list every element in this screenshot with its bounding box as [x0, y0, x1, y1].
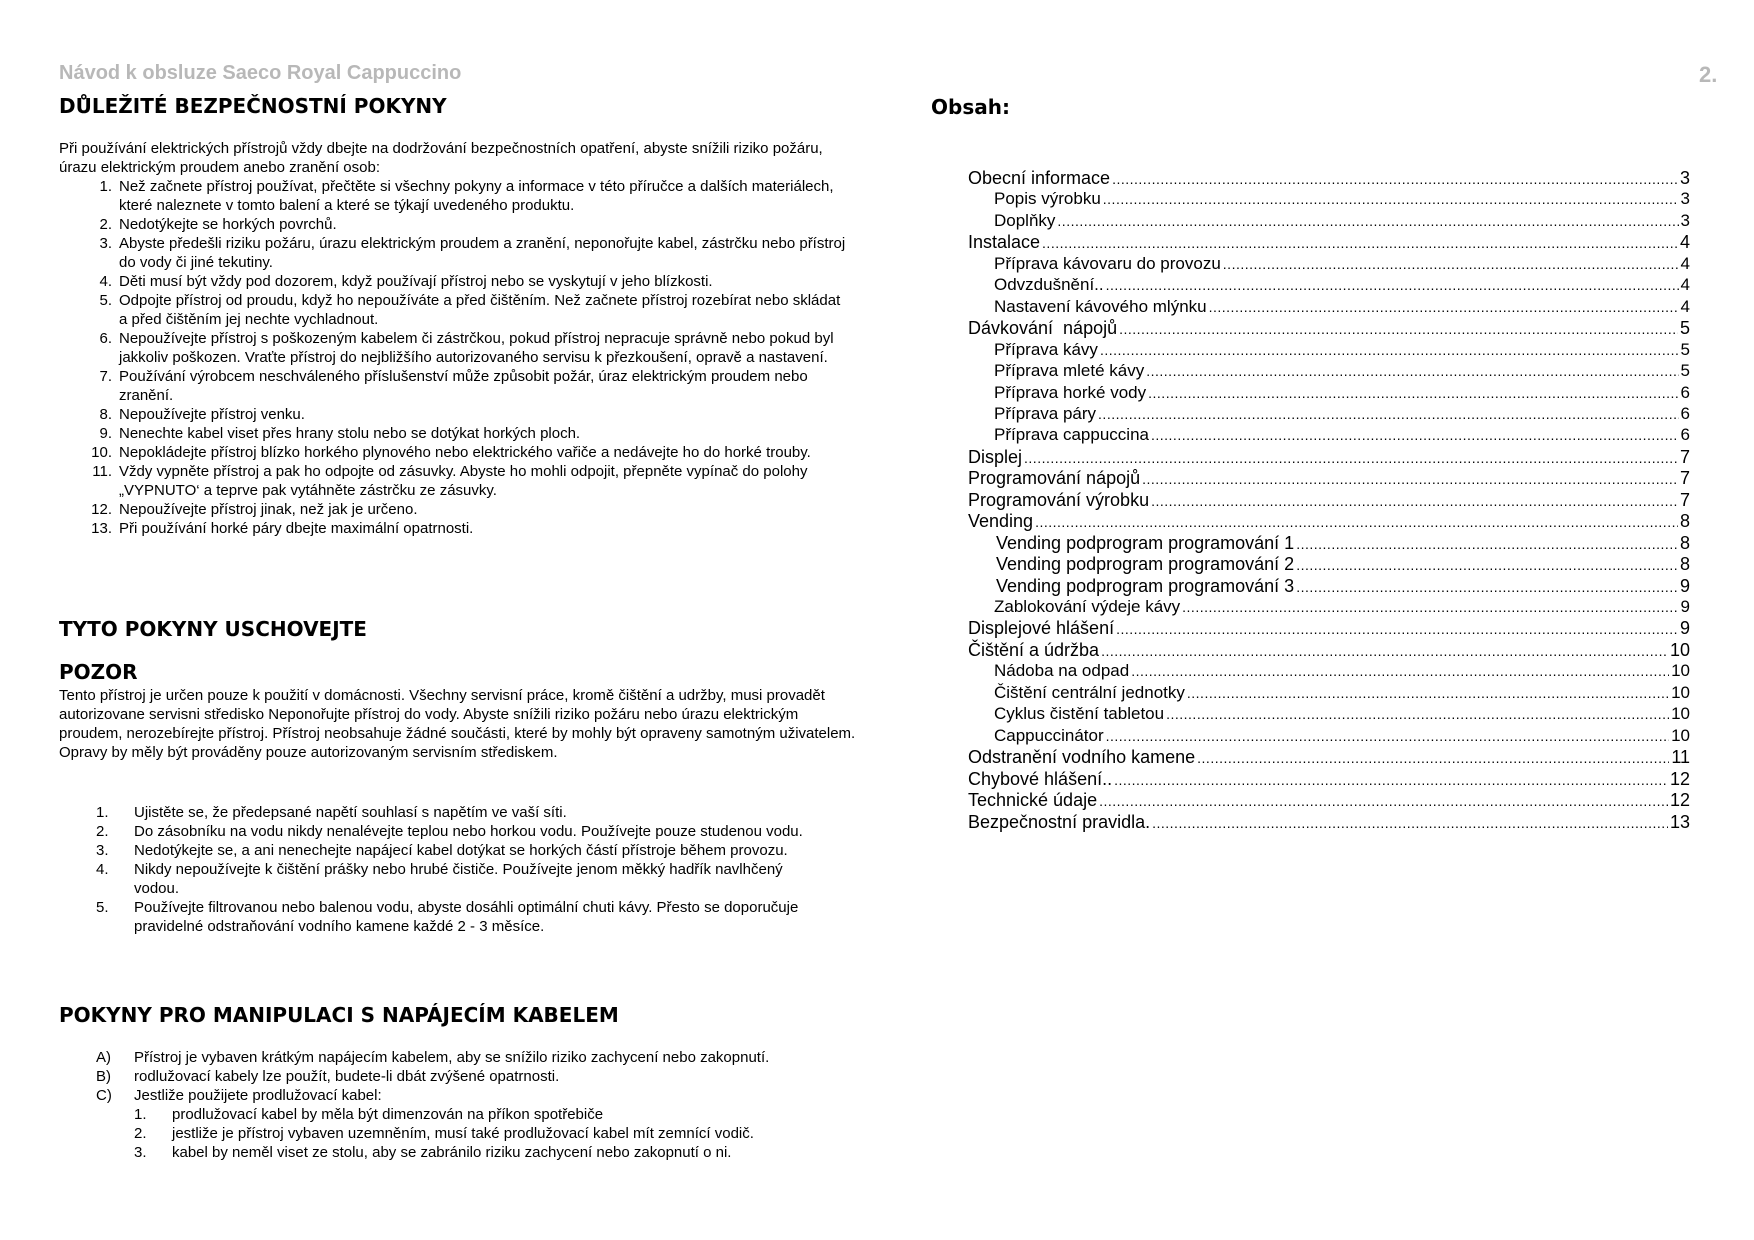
list-number: A)	[96, 1049, 111, 1066]
toc-leader	[1116, 621, 1678, 637]
toc-page: 8	[1679, 511, 1690, 532]
list-text: Nepoužívejte přístroj s poškozeným kabelem či zástrčkou, pokud přístroj nepracuje správně nebo pokud byl jakkoliv poškozen. Vraťte přístroj do nejbližšího autorizovaného servisu k přezkoušení, opravě a nastavení.	[119, 330, 834, 366]
toc-leader	[1151, 427, 1679, 443]
toc-entry	[968, 618, 1690, 642]
toc-entry	[968, 812, 1690, 836]
safety-item	[88, 405, 848, 424]
toc-label: Odvzdušnění..	[994, 275, 1104, 295]
toc-leader	[1166, 706, 1669, 722]
toc-page: 5	[1680, 339, 1690, 359]
safety-item	[88, 500, 848, 519]
toc-page: 6	[1680, 425, 1690, 445]
safety-item	[88, 462, 848, 500]
toc-label: Programování výrobku	[968, 489, 1150, 510]
toc-leader	[1296, 557, 1678, 573]
toc-entry	[994, 189, 1690, 213]
safety-item	[88, 291, 848, 329]
toc-label: Příprava mleté kávy	[994, 361, 1145, 381]
toc-label: Čištění a údržba	[968, 639, 1100, 660]
toc-label: Displejové hlášení	[968, 618, 1115, 639]
list-text: kabel by neměl viset ze stolu, aby se zabránilo riziku zachycení nebo zakopnutí o ni.	[172, 1144, 732, 1161]
toc-page: 10	[1671, 725, 1690, 745]
list-text: Nenechte kabel viset přes hrany stolu nebo se dotýkat horkých ploch.	[119, 425, 581, 442]
pozor-item	[96, 898, 826, 936]
toc-page: 12	[1669, 768, 1690, 789]
toc-entry	[996, 576, 1690, 600]
list-text: Při používání horké páry dbejte maximální opatrnosti.	[119, 520, 474, 537]
toc-label: Instalace	[968, 232, 1041, 253]
list-text: Do zásobníku na vodu nikdy nenalévejte teplou nebo horkou vodu. Používejte pouze studenou vodu.	[134, 823, 803, 840]
toc-page: 4	[1680, 253, 1690, 273]
safety-intro: Při používání elektrických přístrojů vždy dbejte na dodržování bezpečnostních opatření, abyste snížili riziko požáru, úrazu elektrickým proudem anebo zranění osob:	[59, 140, 823, 176]
safety-list	[88, 177, 848, 538]
toc-entry	[994, 340, 1690, 364]
toc-leader	[1187, 685, 1669, 701]
toc-page: 3	[1680, 189, 1690, 209]
toc-leader	[1098, 406, 1678, 422]
safety-item	[88, 215, 848, 234]
toc-entry	[994, 597, 1690, 621]
safety-item	[88, 177, 848, 215]
toc-entry	[994, 211, 1690, 235]
list-number: 9.	[99, 425, 112, 442]
toc-leader	[1151, 493, 1678, 509]
toc-leader	[1148, 385, 1678, 401]
toc-label: Bezpečnostní pravidla.	[968, 811, 1151, 832]
list-text: prodlužovací kabel by měla být dimenzován na příkon spotřebiče	[172, 1106, 604, 1123]
list-number: 7.	[99, 368, 112, 385]
toc-label: Příprava páry	[994, 403, 1097, 423]
toc-entry	[968, 769, 1690, 793]
toc-entry	[994, 275, 1690, 299]
toc-page: 7	[1679, 468, 1690, 489]
toc-leader	[1142, 471, 1678, 487]
cable-sublist	[134, 1105, 834, 1162]
toc-page: 7	[1679, 489, 1690, 510]
toc-label: Doplňky	[994, 210, 1056, 230]
list-text: Odpojte přístroj od proudu, když ho nepoužíváte a před čištěním. Než začnete přístroj rozebírat nebo skládat a před čištěním jej nechte vychladnout.	[119, 292, 841, 328]
toc-label: Příprava kávovaru do provozu	[994, 253, 1221, 273]
toc-leader	[1035, 514, 1678, 530]
safety-heading: DŮLEŽITÉ BEZPEČNOSTNÍ POKYNY	[59, 94, 447, 118]
toc-label: Dávkování nápojů	[968, 318, 1118, 339]
toc-page: 7	[1679, 446, 1690, 467]
toc-page: 6	[1680, 403, 1690, 423]
toc-label: Příprava kávy	[994, 339, 1098, 359]
list-number: C)	[96, 1087, 112, 1104]
toc-label: Nádoba na odpad	[994, 661, 1130, 681]
list-number: 3.	[134, 1144, 147, 1161]
list-text: Nepoužívejte přístroj jinak, než jak je určeno.	[119, 501, 418, 518]
list-number: B)	[96, 1068, 111, 1085]
list-text: Jestliže použijete prodlužovací kabel:	[134, 1087, 382, 1104]
list-number: 1.	[96, 804, 109, 821]
list-number: 5.	[99, 292, 112, 309]
toc-page: 4	[1680, 275, 1690, 295]
list-text: Vždy vypněte přístroj a pak ho odpojte od zásuvky. Abyste ho mohli odpojit, přepněte vypínač do polohy „VYPNUTO‘ a teprve pak vytáhněte zástrčku ze zásuvky.	[119, 463, 808, 499]
toc-leader	[1042, 235, 1678, 251]
toc-leader	[1119, 321, 1678, 337]
page-number: 2.	[1699, 62, 1718, 87]
toc-page: 9	[1680, 597, 1690, 616]
toc-leader	[1209, 299, 1679, 315]
list-text: Používání výrobcem neschváleného příslušenství může způsobit požár, úraz elektrickým proudem nebo zranění.	[119, 368, 808, 404]
list-text: Přístroj je vybaven krátkým napájecím kabelem, aby se snížilo riziko zachycení nebo zakopnutí.	[134, 1049, 770, 1066]
toc-leader	[1223, 256, 1679, 272]
list-text: jestliže je přístroj vybaven uzemněním, musí také prodlužovací kabel mít zemnící vodič.	[172, 1125, 754, 1142]
toc-label: Programování nápojů	[968, 468, 1141, 489]
keep-instructions-heading: TYTO POKYNY USCHOVEJTE	[59, 617, 367, 641]
toc-entry	[994, 383, 1690, 407]
list-text: Děti musí být vždy pod dozorem, když používají přístroj nebo se vyskytují v jeho blízkosti.	[119, 273, 713, 290]
toc-entry	[994, 254, 1690, 278]
safety-item	[88, 443, 848, 462]
toc-leader	[1106, 728, 1669, 744]
toc-entry	[968, 232, 1690, 256]
toc-entry	[994, 683, 1690, 707]
toc-page: 6	[1680, 382, 1690, 402]
toc-page: 3	[1679, 168, 1690, 188]
pozor-paragraph: Tento přístroj je určen pouze k použití v domácnosti. Všechny servisní práce, kromě čištění a udržby, musi provadět autorizovane servisni středisko Neponořujte přístroj do vody. Abyste snížili riziko požáru nebo úrazu elektrickým proudem, nerozebírejte přístroj. Přístroj neobsahuje žádné součásti, které by mohly být opraveny samotným uživatelem. Opravy by měly být prováděny pouze autorizovaným servisním střediskem.	[59, 687, 856, 761]
toc-entry	[968, 511, 1690, 535]
toc-entry	[994, 297, 1690, 321]
toc-label: Vending podprogram programování 3	[996, 575, 1295, 596]
cable-subitem	[134, 1124, 834, 1143]
toc-page: 4	[1680, 296, 1690, 316]
toc-leader	[1099, 793, 1668, 809]
list-text: Nedotýkejte se, a ani nenechejte napájecí kabel dotýkat se horkých částí přístroje během provozu.	[134, 842, 788, 859]
cable-heading: POKYNY PRO MANIPULACI S NAPÁJECÍM KABELEM	[59, 1003, 619, 1027]
list-text: rodlužovací kabely lze použít, budete-li dbát zvýšené opatrnosti.	[134, 1068, 560, 1085]
cable-list	[96, 1048, 856, 1162]
list-text: Používejte filtrovanou nebo balenou vodu, abyste dosáhli optimální chuti kávy. Přesto se doporučuje pravidelné odstraňování vodního kamene každé 2 - 3 měsíce.	[134, 899, 799, 935]
toc-leader	[1100, 342, 1679, 358]
list-number: 1.	[134, 1106, 147, 1123]
toc-page: 10	[1671, 704, 1690, 724]
toc-page: 8	[1679, 532, 1690, 553]
toc-label: Příprava horké vody	[994, 382, 1147, 402]
contents-heading: Obsah:	[931, 95, 1010, 119]
pozor-heading: POZOR	[59, 660, 138, 684]
toc-entry	[968, 790, 1690, 814]
safety-item	[88, 424, 848, 443]
list-text: Nepokládejte přístroj blízko horkého plynového nebo elektrického vařiče a nedávejte ho do horké trouby.	[119, 444, 811, 461]
toc-leader	[1114, 772, 1668, 788]
toc-page: 11	[1671, 747, 1690, 768]
safety-item	[88, 234, 848, 272]
pozor-item	[96, 803, 826, 822]
toc-entry	[994, 726, 1690, 750]
list-number: 10.	[91, 444, 112, 461]
toc-label: Popis výrobku	[994, 189, 1101, 209]
toc-page: 10	[1671, 682, 1690, 702]
cable-item	[96, 1048, 856, 1067]
toc-label: Cappuccinátor	[994, 725, 1104, 745]
toc-entry	[994, 704, 1690, 728]
toc-entry	[994, 661, 1690, 685]
toc-entry	[968, 747, 1690, 771]
pozor-item	[96, 822, 826, 841]
toc-page: 9	[1679, 575, 1690, 596]
toc-entry	[994, 425, 1690, 449]
toc-leader	[1131, 663, 1669, 679]
toc-page: 10	[1669, 639, 1690, 660]
list-text: Nepoužívejte přístroj venku.	[119, 406, 305, 423]
cable-subitem	[134, 1105, 834, 1124]
list-number: 8.	[99, 406, 112, 423]
list-number: 3.	[99, 235, 112, 252]
toc-page: 12	[1669, 790, 1690, 811]
toc-label: Vending podprogram programování 2	[996, 554, 1295, 575]
toc-label: Vending podprogram programování 1	[996, 532, 1295, 553]
toc-entry	[968, 640, 1690, 664]
toc-label: Vending	[968, 511, 1034, 532]
toc-leader	[1024, 450, 1678, 466]
list-number: 6.	[99, 330, 112, 347]
toc-leader	[1112, 171, 1678, 187]
pozor-item	[96, 841, 826, 860]
toc-entry	[996, 533, 1690, 557]
toc-page: 13	[1669, 811, 1690, 832]
cable-sublist-wrapper	[96, 1105, 856, 1162]
list-number: 4.	[99, 273, 112, 290]
pozor-list	[96, 803, 826, 936]
list-text: Nikdy nepoužívejte k čištění prášky nebo hrubé čističe. Používejte jenom měkký hadřík navlhčený vodou.	[134, 861, 783, 897]
toc-leader	[1103, 191, 1679, 207]
toc-entry	[968, 447, 1690, 471]
list-number: 12.	[91, 501, 112, 518]
toc-page: 4	[1679, 232, 1690, 253]
list-number: 11.	[92, 463, 112, 480]
toc-label: Příprava cappuccina	[994, 425, 1149, 445]
toc-leader	[1152, 815, 1668, 831]
toc-page: 5	[1679, 318, 1690, 339]
safety-item	[88, 367, 848, 405]
safety-item	[88, 519, 848, 538]
toc-page: 10	[1671, 661, 1690, 681]
toc-page: 5	[1680, 361, 1690, 381]
cable-subitem	[134, 1143, 834, 1162]
list-number: 4.	[96, 861, 109, 878]
toc-label: Technické údaje	[968, 790, 1098, 811]
toc-label: Odstranění vodního kamene	[968, 747, 1196, 768]
toc-leader	[1296, 536, 1678, 552]
list-number: 2.	[134, 1125, 147, 1142]
pozor-item	[96, 860, 826, 898]
list-text: Ujistěte se, že předepsané napětí souhlasí s napětím ve vaší síti.	[134, 804, 567, 821]
toc-leader	[1146, 363, 1678, 379]
toc-label: Displej	[968, 446, 1023, 467]
toc-entry	[994, 404, 1690, 428]
toc-entry	[968, 490, 1690, 514]
safety-item	[88, 272, 848, 291]
toc-leader	[1197, 750, 1669, 766]
toc-leader	[1101, 643, 1668, 659]
toc-entry	[968, 318, 1690, 342]
cable-item	[96, 1086, 856, 1105]
toc-page: 3	[1680, 210, 1690, 230]
cable-item	[96, 1067, 856, 1086]
document-header-title: Návod k obsluze Saeco Royal Cappuccino	[59, 62, 462, 84]
toc-label: Nastavení kávového mlýnku	[994, 296, 1207, 316]
toc-entry	[968, 468, 1690, 492]
list-text: Než začnete přístroj používat, přečtěte si všechny pokyny a informace v této příručce a dalších materiálech, které naleznete v tomto balení a které se týkají uvedeného produktu.	[119, 178, 834, 214]
toc-entry	[996, 554, 1690, 578]
toc-leader	[1182, 599, 1678, 615]
toc-entry	[994, 361, 1690, 385]
list-number: 5.	[96, 899, 109, 916]
toc-label: Cyklus čistění tabletou	[994, 704, 1165, 724]
toc-label: Chybové hlášení..	[968, 768, 1113, 789]
toc-label: Zablokování výdeje kávy	[994, 597, 1181, 616]
list-number: 2.	[99, 216, 112, 233]
list-text: Abyste předešli riziku požáru, úrazu elektrickým proudem a zranění, neponořujte kabel, zástrčku nebo přístroj do vody či jiné tekutiny.	[119, 235, 846, 271]
safety-item	[88, 329, 848, 367]
toc-page: 8	[1679, 554, 1690, 575]
toc-label: Čištění centrální jednotky	[994, 682, 1185, 702]
list-number: 13.	[91, 520, 112, 537]
toc-leader	[1106, 277, 1679, 293]
list-number: 1.	[99, 178, 112, 195]
toc-page: 9	[1679, 618, 1690, 639]
list-number: 3.	[96, 842, 109, 859]
list-number: 2.	[96, 823, 109, 840]
toc-label: Obecní informace	[968, 168, 1111, 188]
toc-leader	[1057, 213, 1678, 229]
toc-entry	[968, 168, 1690, 192]
toc-leader	[1296, 579, 1678, 595]
list-text: Nedotýkejte se horkých povrchů.	[119, 216, 337, 233]
